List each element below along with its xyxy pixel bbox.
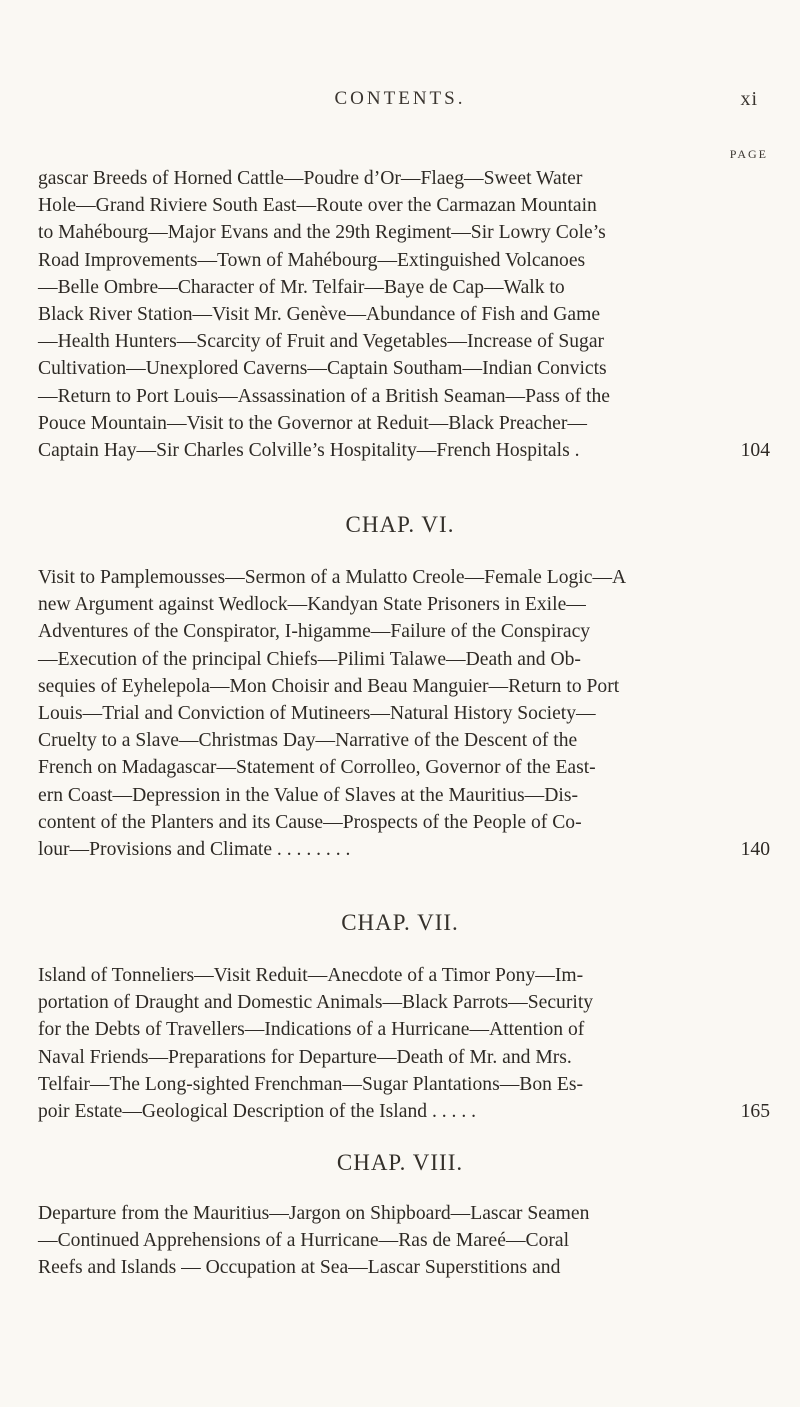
chapter-heading: CHAP. VII. [341,910,459,935]
entry-line: gascar Breeds of Horned Cattle—Poudre d’Or—Flaeg—Sweet Water [38,168,583,189]
entry-line: Louis—Trial and Conviction of Mutineers—Natural History Society— [38,703,596,725]
entry-line: sequies of Eyhelepola—Mon Choisir and Beau Manguier—Return to Port [38,675,620,697]
entry-line: —Belle Ombre—Character of Mr. Telfair—Baye de Cap—Walk to [38,276,565,298]
entry-line-text: Captain Hay—Sir Charles Colville’s Hospitality—French Hospitals . [38,440,580,462]
entry-line: Cruelty to a Slave—Christmas Day—Narrative of the Descent of the [38,730,578,752]
entry-line: Black River Station—Visit Mr. Genève—Abundance of Fish and Game [38,304,601,326]
page-column-label: PAGE [729,147,768,161]
entry-line: for the Debts of Travellers—Indications of a Hurricane—Attention of [38,1019,585,1041]
entry-line-last [38,836,770,863]
entry-line: Island of Tonneliers—Visit Reduit—Anecdote of a Timor Pony—Im- [38,965,584,986]
contents-entry [38,564,770,863]
entry-line: —Execution of the principal Chiefs—Pilimi Talawe—Death and Ob- [38,648,581,670]
entry-line: Naval Friends—Preparations for Departure—Death of Mr. and Mrs. [38,1046,572,1068]
entry-line: —Continued Apprehensions of a Hurricane—Ras de Mareé—Coral [38,1230,570,1252]
entry-line: to Mahébourg—Major Evans and the 29th Regiment—Sir Lowry Cole’s [38,222,606,244]
folio-number: xi [740,88,758,110]
entry-line-text: lour—Provisions and Climate . . . . . . . . [38,839,351,861]
entry-line: French on Madagascar—Statement of Corrolleo, Governor of the East- [38,757,596,779]
page-number: 104 [740,440,770,462]
entry-line: —Return to Port Louis—Assassination of a British Seaman—Pass of the [38,385,610,407]
entry-line: Pouce Mountain—Visit to the Governor at Reduit—Black Preacher— [38,412,587,434]
entry-line: Road Improvements—Town of Mahébourg—Extinguished Volcanoes [38,249,586,271]
entry-line: Visit to Pamplemousses—Sermon of a Mulatto Creole—Female Logic—A [38,567,627,588]
entry-line: new Argument against Wedlock—Kandyan State Prisoners in Exile— [38,594,586,616]
chapter-heading: CHAP. VIII. [336,1150,464,1175]
entry-line: Departure from the Mauritius—Jargon on Shipboard—Lascar Seamen [38,1203,590,1224]
entry-line: Reefs and Islands — Occupation at Sea—Lascar Superstitions and [38,1257,561,1279]
entry-line: portation of Draught and Domestic Animals—Black Parrots—Security [38,992,594,1014]
entry-line-last [38,1098,770,1125]
page-number: 165 [740,1101,770,1123]
entry-line-last [38,437,770,464]
entry-line: Adventures of the Conspirator, I-higamme—Failure of the Conspiracy [38,621,591,643]
entry-line: Telfair—The Long-sighted Frenchman—Sugar Plantations—Bon Es- [38,1073,583,1095]
contents-entry-continued [38,165,770,464]
running-title: CONTENTS. [334,88,466,109]
entry-line: Hole—Grand Riviere South East—Route over the Carmazan Mountain [38,195,597,217]
entry-line: ern Coast—Depression in the Value of Slaves at the Mauritius—Dis- [38,784,579,806]
entry-line: —Health Hunters—Scarcity of Fruit and Vegetables—Increase of Sugar [38,331,605,353]
chapter-heading: CHAP. VI. [345,512,455,537]
running-head [0,88,800,118]
entry-line: Cultivation—Unexplored Caverns—Captain Southam—Indian Convicts [38,358,607,380]
page-number: 140 [740,839,770,861]
entry-line: content of the Planters and its Cause—Prospects of the People of Co- [38,811,582,833]
contents-entry [38,962,770,1125]
contents-entry [38,1200,770,1282]
entry-line-text: poir Estate—Geological Description of the Island . . . . . [38,1101,477,1123]
